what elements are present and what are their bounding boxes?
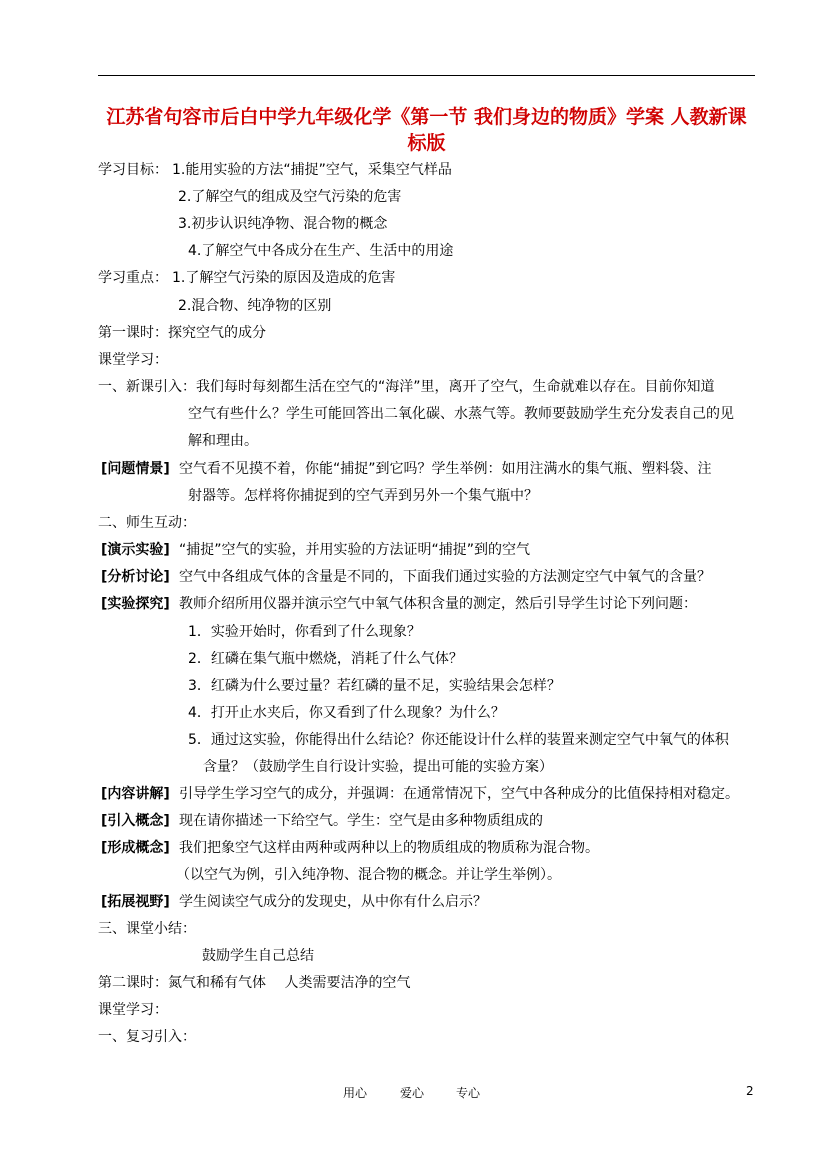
- analysis-tag: [分析讨论]: [101, 569, 170, 585]
- summary-text: 鼓励学生自己总结: [202, 948, 314, 964]
- goal-item: 3.初步认识纯净物、混合物的概念: [178, 216, 388, 232]
- goal-item: 1.能用实验的方法“捕捉”空气，采集空气样品: [172, 162, 452, 178]
- footer-motto-3: 专心: [456, 1086, 481, 1100]
- question-item: 2．红磷在集气瓶中燃烧，消耗了什么气体？: [188, 651, 463, 667]
- concept-tag: [引入概念]: [101, 813, 170, 829]
- header-rule: [98, 75, 755, 76]
- explore-text: 教师介绍所用仪器并演示空气中氧气体积含量的测定，然后引导学生讨论下列问题：: [179, 596, 697, 612]
- form-text-cont: （以空气为例，引入纯净物、混合物的概念。并让学生举例）。: [176, 867, 561, 883]
- question-item: 4．打开止水夹后，你又看到了什么现象？为什么？: [188, 705, 505, 721]
- class-study-heading: 课堂学习：: [98, 352, 168, 368]
- intro-paragraph-cont: 空气有些什么？学生可能回答出二氧化碳、水蒸气等。教师要鼓励学生充分发表自己的见: [188, 406, 734, 422]
- analysis-text: 空气中各组成气体的含量是不同的，下面我们通过实验的方法测定空气中氧气的含量？: [179, 569, 711, 585]
- review-heading: 一、复习引入：: [98, 1029, 196, 1045]
- question-item: 5．通过这实验，你能得出什么结论？你还能设计什么样的装置来测定空气中氧气的体积: [188, 732, 729, 748]
- footer-motto-1: 用心: [343, 1086, 368, 1100]
- class-study-heading-2: 课堂学习：: [98, 1002, 168, 1018]
- key-points-label: 学习重点：: [98, 270, 168, 286]
- goals-label: 学习目标：: [98, 162, 168, 178]
- goal-item: 2.了解空气的组成及空气污染的危害: [178, 189, 402, 205]
- form-tag: [形成概念]: [101, 840, 170, 856]
- problem-text: 空气看不见摸不着，你能“捕捉”到它吗？学生举例：如用注满水的集气瓶、塑料袋、注: [179, 461, 712, 477]
- footer-motto-2: 爱心: [400, 1086, 425, 1100]
- content-text: 引导学生学习空气的成分，并强调：在通常情况下，空气中各种成分的比值保持相对稳定。: [179, 786, 739, 802]
- problem-tag: [问题情景]: [101, 461, 170, 477]
- key-point-item: 2.混合物、纯净物的区别: [178, 298, 332, 314]
- demo-text: “捕捉”空气的实验，并用实验的方法证明“捕捉”到的空气: [179, 542, 531, 558]
- document-title-line-2: 标版: [407, 132, 446, 154]
- lesson-1-heading: 第一课时：探究空气的成分: [98, 325, 266, 341]
- expand-tag: [拓展视野]: [101, 894, 170, 910]
- intro-paragraph-cont: 解和理由。: [188, 433, 258, 449]
- summary-heading: 三、课堂小结：: [98, 921, 196, 937]
- question-item-cont: 含量？（鼓励学生自行设计实验，提出可能的实验方案）: [203, 759, 553, 775]
- question-item: 3．红磷为什么要过量？若红磷的量不足，实验结果会怎样？: [188, 678, 561, 694]
- interaction-heading: 二、师生互动：: [98, 515, 196, 531]
- key-point-item: 1.了解空气污染的原因及造成的危害: [172, 270, 396, 286]
- lesson-2-heading: 第二课时：氮气和稀有气体 人类需要洁净的空气: [98, 975, 411, 991]
- goal-item: 4.了解空气中各成分在生产、生活中的用途: [188, 243, 454, 259]
- expand-text: 学生阅读空气成分的发现史，从中你有什么启示？: [179, 894, 487, 910]
- problem-text-cont: 射器等。怎样将你捕捉到的空气弄到另外一个集气瓶中？: [188, 488, 538, 504]
- concept-text: 现在请你描述一下给空气。学生：空气是由多种物质组成的: [179, 813, 543, 829]
- explore-tag: [实验探究]: [101, 596, 170, 612]
- form-text: 我们把象空气这样由两种或两种以上的物质组成的物质称为混合物。: [179, 840, 599, 856]
- page-footer: [0, 1084, 827, 1104]
- demo-tag: [演示实验]: [101, 542, 170, 558]
- page-number: 2: [746, 1084, 754, 1098]
- intro-paragraph: 一、新课引入：我们每时每刻都生活在空气的“海洋”里，离开了空气，生命就难以存在。目前你知道: [98, 379, 715, 395]
- content-tag: [内容讲解]: [101, 786, 170, 802]
- document-title-line-1: 江苏省句容市后白中学九年级化学《第一节 我们身边的物质》学案 人教新课: [106, 106, 747, 128]
- question-item: 1．实验开始时，你看到了什么现象？: [188, 624, 421, 640]
